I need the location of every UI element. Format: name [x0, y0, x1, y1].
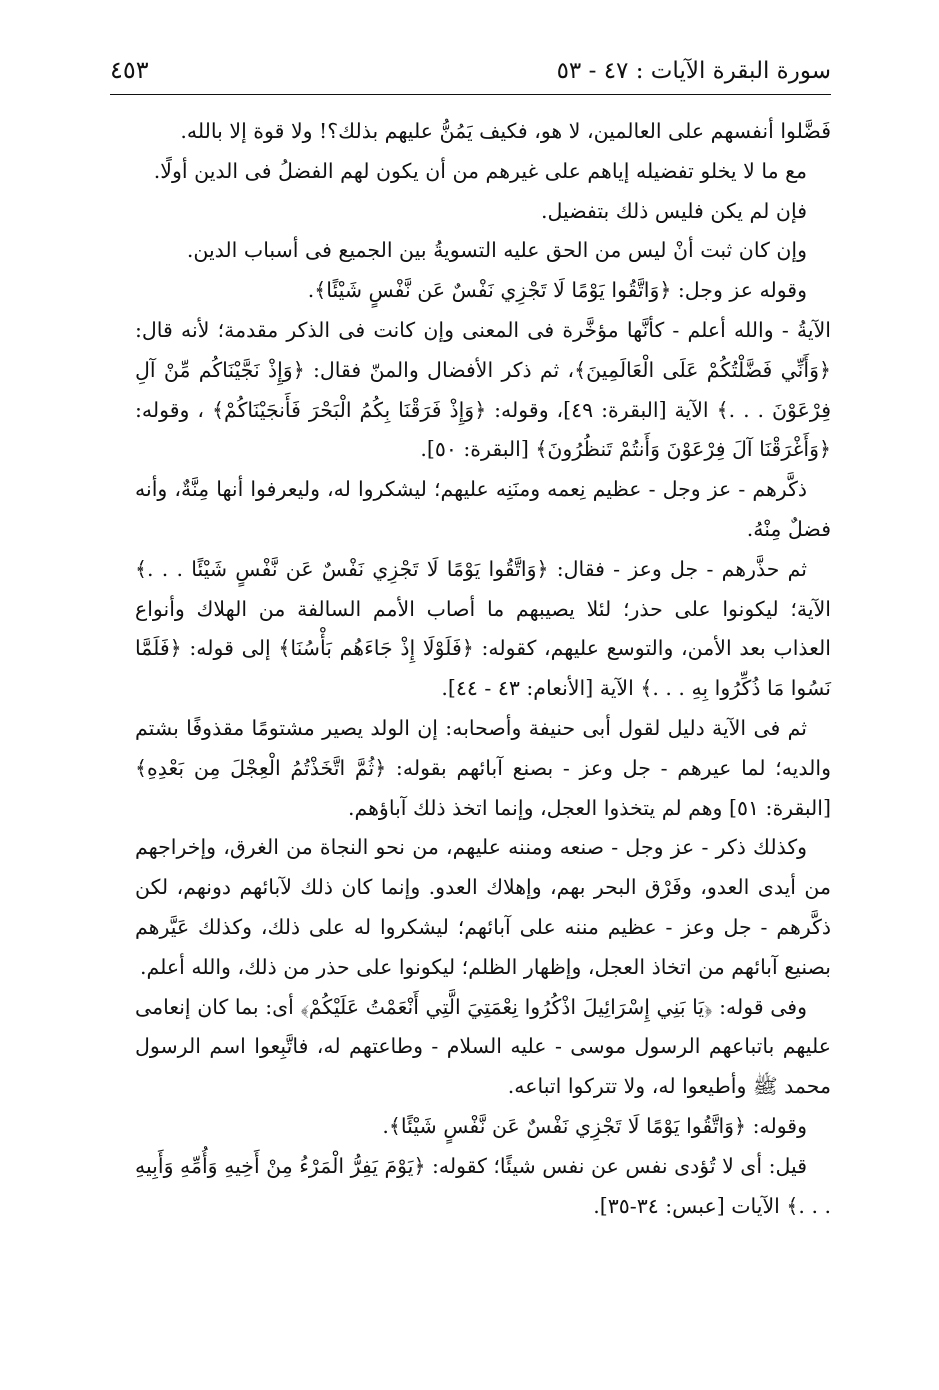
paragraph: وقوله عز وجل: ﴿وَاتَّقُوا يَوْمًا لَا تَجْزِي نَفْسٌ عَن نَّفْسٍ شَيْئًا﴾.	[307, 278, 807, 303]
paragraph: قيل: أى لا تُؤدى نفس عن نفس شيئًا؛ كقوله: ﴿يَوْمَ يَفِرُّ الْمَرْءُ مِنْ أَخِيهِ وَأُمِّهِ وَأَبِيهِ . . .﴾ الآيات [عبس: ٣٤-٣٥].	[135, 1153, 831, 1218]
paragraph: وقوله: ﴿وَاتَّقُوا يَوْمًا لَا تَجْزِي نَفْسٌ عَن نَّفْسٍ شَيْئًا﴾.	[382, 1113, 807, 1138]
header-rule	[110, 94, 831, 95]
paragraph: ثم حذَّرهم - جل وعز - فقال: ﴿وَاتَّقُوا يَوْمًا لَا تَجْزِي نَفْسٌ عَن نَّفْسٍ شَيْئًا . . .﴾ الآية؛ ليكونوا على حذر؛ لئلا يصيبهم ما أصاب الأمم السالفة من الهلاك وأنواع العذاب بعد الأمن، والتوسع عليهم، كقوله: ﴿فَلَوْلَا إِذْ جَاءَهُم بَأْسُنَا﴾ إلى قوله: ﴿فَلَمَّا نَسُوا مَا ذُكِّرُوا بِهِ . . .﴾ الآية [الأنعام: ٤٣ - ٤٤].	[135, 556, 831, 701]
paragraph: مع ما لا يخلو تفضيله إياهم على غيرهم من أن يكون لهم الفضلُ فى الدين أولًا.	[153, 158, 807, 183]
running-title: سورة البقرة الآيات : ٤٧ - ٥٣	[556, 58, 831, 84]
paragraph: فإن لم يكن فليس ذلك بتفضيل.	[540, 198, 807, 223]
page-header	[110, 52, 831, 92]
paragraph: ثم فى الآية دليل لقول أبى حنيفة وأصحابه: إن الولد يصير مشتومًا مقذوفًا بشتم والديه؛ لما عيرهم - جل وعز - بصنع آبائهم بقوله: ﴿ثُمَّ اتَّخَذْتُمُ الْعِجْلَ مِن بَعْدِهِ﴾ [البقرة: ٥١] وهم لم يتخذوا العجل، وإنما اتخذ ذلك آباؤهم.	[135, 715, 831, 820]
page-body	[135, 112, 831, 1226]
page-number: ٤٥٣	[110, 56, 149, 84]
paragraph: ذكَّرهم - عز وجل - عظيم نِعمه ومنَنِه عليهم؛ ليشكروا له، وليعرفوا أنها مِنَّةٌ، وأنه فضلٌ مِنْهُ.	[135, 477, 831, 541]
paragraph: فَضَّلوا أنفسهم على العالمين، لا هو، فكيف يَمُنُّ عليهم بذلك؟! ولا قوة إلا بالله.	[180, 119, 831, 143]
paragraph: وإن كان ثبت أنْ ليس من الحق عليه التسويةُ بين الجميع فى أسباب الدين.	[186, 238, 807, 263]
paragraph: وفى قوله: ﴿يَا بَنِي إِسْرَائِيلَ اذْكُرُوا نِعْمَتِيَ الَّتِي أَنْعَمْتُ عَلَيْكُمْ﴾ أى: بما كان إنعامى عليهم باتباعهم الرسول موسى - عليه السلام - وطاعتهم له، فاتَّبِعوا اسم الرسول محمد ﷺ وأطيعوا له، ولا تتركوا اتباعه.	[135, 994, 831, 1099]
paragraph: وكذلك ذكر - عز وجل - صنعه ومننه عليهم، من نحو النجاة من الغرق، وإخراجهم من أيدى العدو، وفَرْق البحر بهم، وإهلاك العدو. وإنما كان ذلك لآبائهم دونهم، لكن ذكَّرهم - جل وعز - عظيم مننه على آبائهم؛ ليشكروا له على ذلك، وكذلك عَيَّرهم بصنيع آبائهم من اتخاذ العجل، وإظهار الظلم؛ ليكونوا على حذر من ذلك، والله أعلم.	[135, 835, 831, 979]
paragraph: الآيةُ - والله أعلم - كأنَّها مؤخَّرة فى المعنى وإن كانت فى الذكر مقدمة؛ لأنه قال: ﴿وَأَنِّي فَضَّلْتُكُمْ عَلَى الْعَالَمِينَ﴾، ثم ذكر الأفضال والمنّ فقال: ﴿وَإِذْ نَجَّيْنَاكُم مِّنْ آلِ فِرْعَوْنَ . . .﴾ الآية [البقرة: ٤٩]، وقوله: ﴿وَإِذْ فَرَقْنَا بِكُمُ الْبَحْرَ فَأَنجَيْنَاكُمْ﴾ ، وقوله: ﴿وَأَغْرَقْنَا آلَ فِرْعَوْنَ وَأَنتُمْ تَنظُرُونَ﴾ [البقرة: ٥٠].	[135, 317, 831, 462]
